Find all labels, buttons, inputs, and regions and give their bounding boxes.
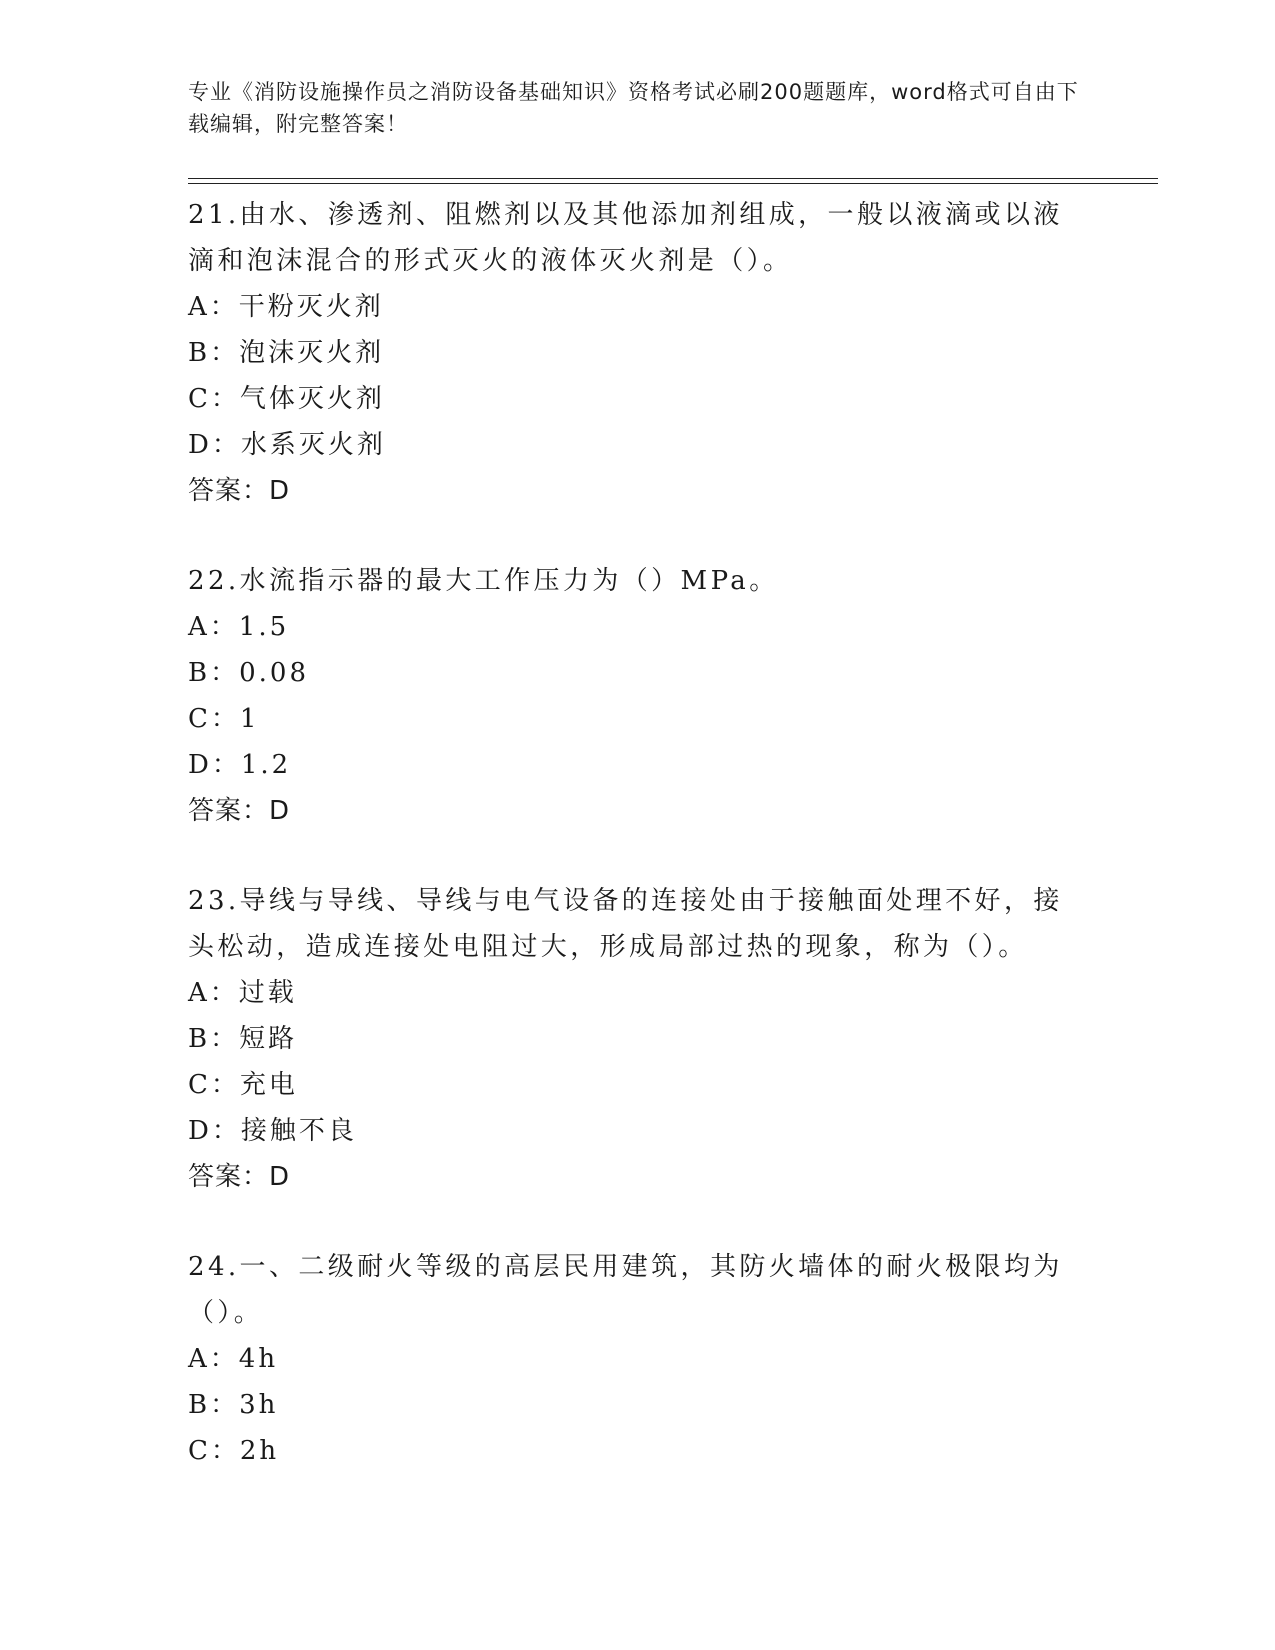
option-b: B：短路 — [188, 1024, 298, 1054]
answer: 答案：D — [188, 476, 291, 506]
answer: 答案：D — [188, 1162, 291, 1192]
option-d: D：接触不良 — [188, 1116, 357, 1146]
question-text: 23.导线与导线、导线与电气设备的连接处由于接触面处理不好，接头松动，造成连接处电阻过大，形成局部过热的现象，称为（）。 — [188, 886, 1063, 962]
question-text: 24.一、二级耐火等级的高层民用建筑，其防火墙体的耐火极限均为（）。 — [188, 1252, 1063, 1328]
option-a: A：过载 — [188, 978, 297, 1008]
question-text: 21.由水、渗透剂、阻燃剂以及其他添加剂组成，一般以液滴或以液滴和泡沫混合的形式灭火的液体灭火剂是（）。 — [188, 200, 1063, 276]
option-a: A：干粉灭火剂 — [188, 292, 384, 322]
header-divider-bottom — [188, 183, 1158, 184]
option-a: A：4h — [188, 1344, 279, 1374]
question-text: 22.水流指示器的最大工作压力为（）MPa。 — [188, 566, 779, 596]
option-c: C：气体灭火剂 — [188, 384, 385, 414]
option-a: A：1.5 — [188, 612, 290, 642]
option-b: B：0.08 — [188, 658, 309, 688]
option-d: D：水系灭火剂 — [188, 430, 386, 460]
question-list — [188, 192, 1088, 1518]
question-24 — [188, 1244, 1088, 1474]
question-23 — [188, 878, 1088, 1200]
option-d: D：1.2 — [188, 750, 292, 780]
question-22 — [188, 558, 1088, 834]
document-header: 专业《消防设施操作员之消防设备基础知识》资格考试必刷200题题库，word格式可自由下载编辑，附完整答案！ — [188, 80, 1079, 136]
option-b: B：泡沫灭火剂 — [188, 338, 385, 368]
question-21 — [188, 192, 1088, 514]
answer: 答案：D — [188, 796, 291, 826]
option-c: C：2h — [188, 1436, 280, 1466]
option-b: B：3h — [188, 1390, 279, 1420]
option-c: C：1 — [188, 704, 260, 734]
header-divider-top — [188, 178, 1158, 179]
option-c: C：充电 — [188, 1070, 298, 1100]
